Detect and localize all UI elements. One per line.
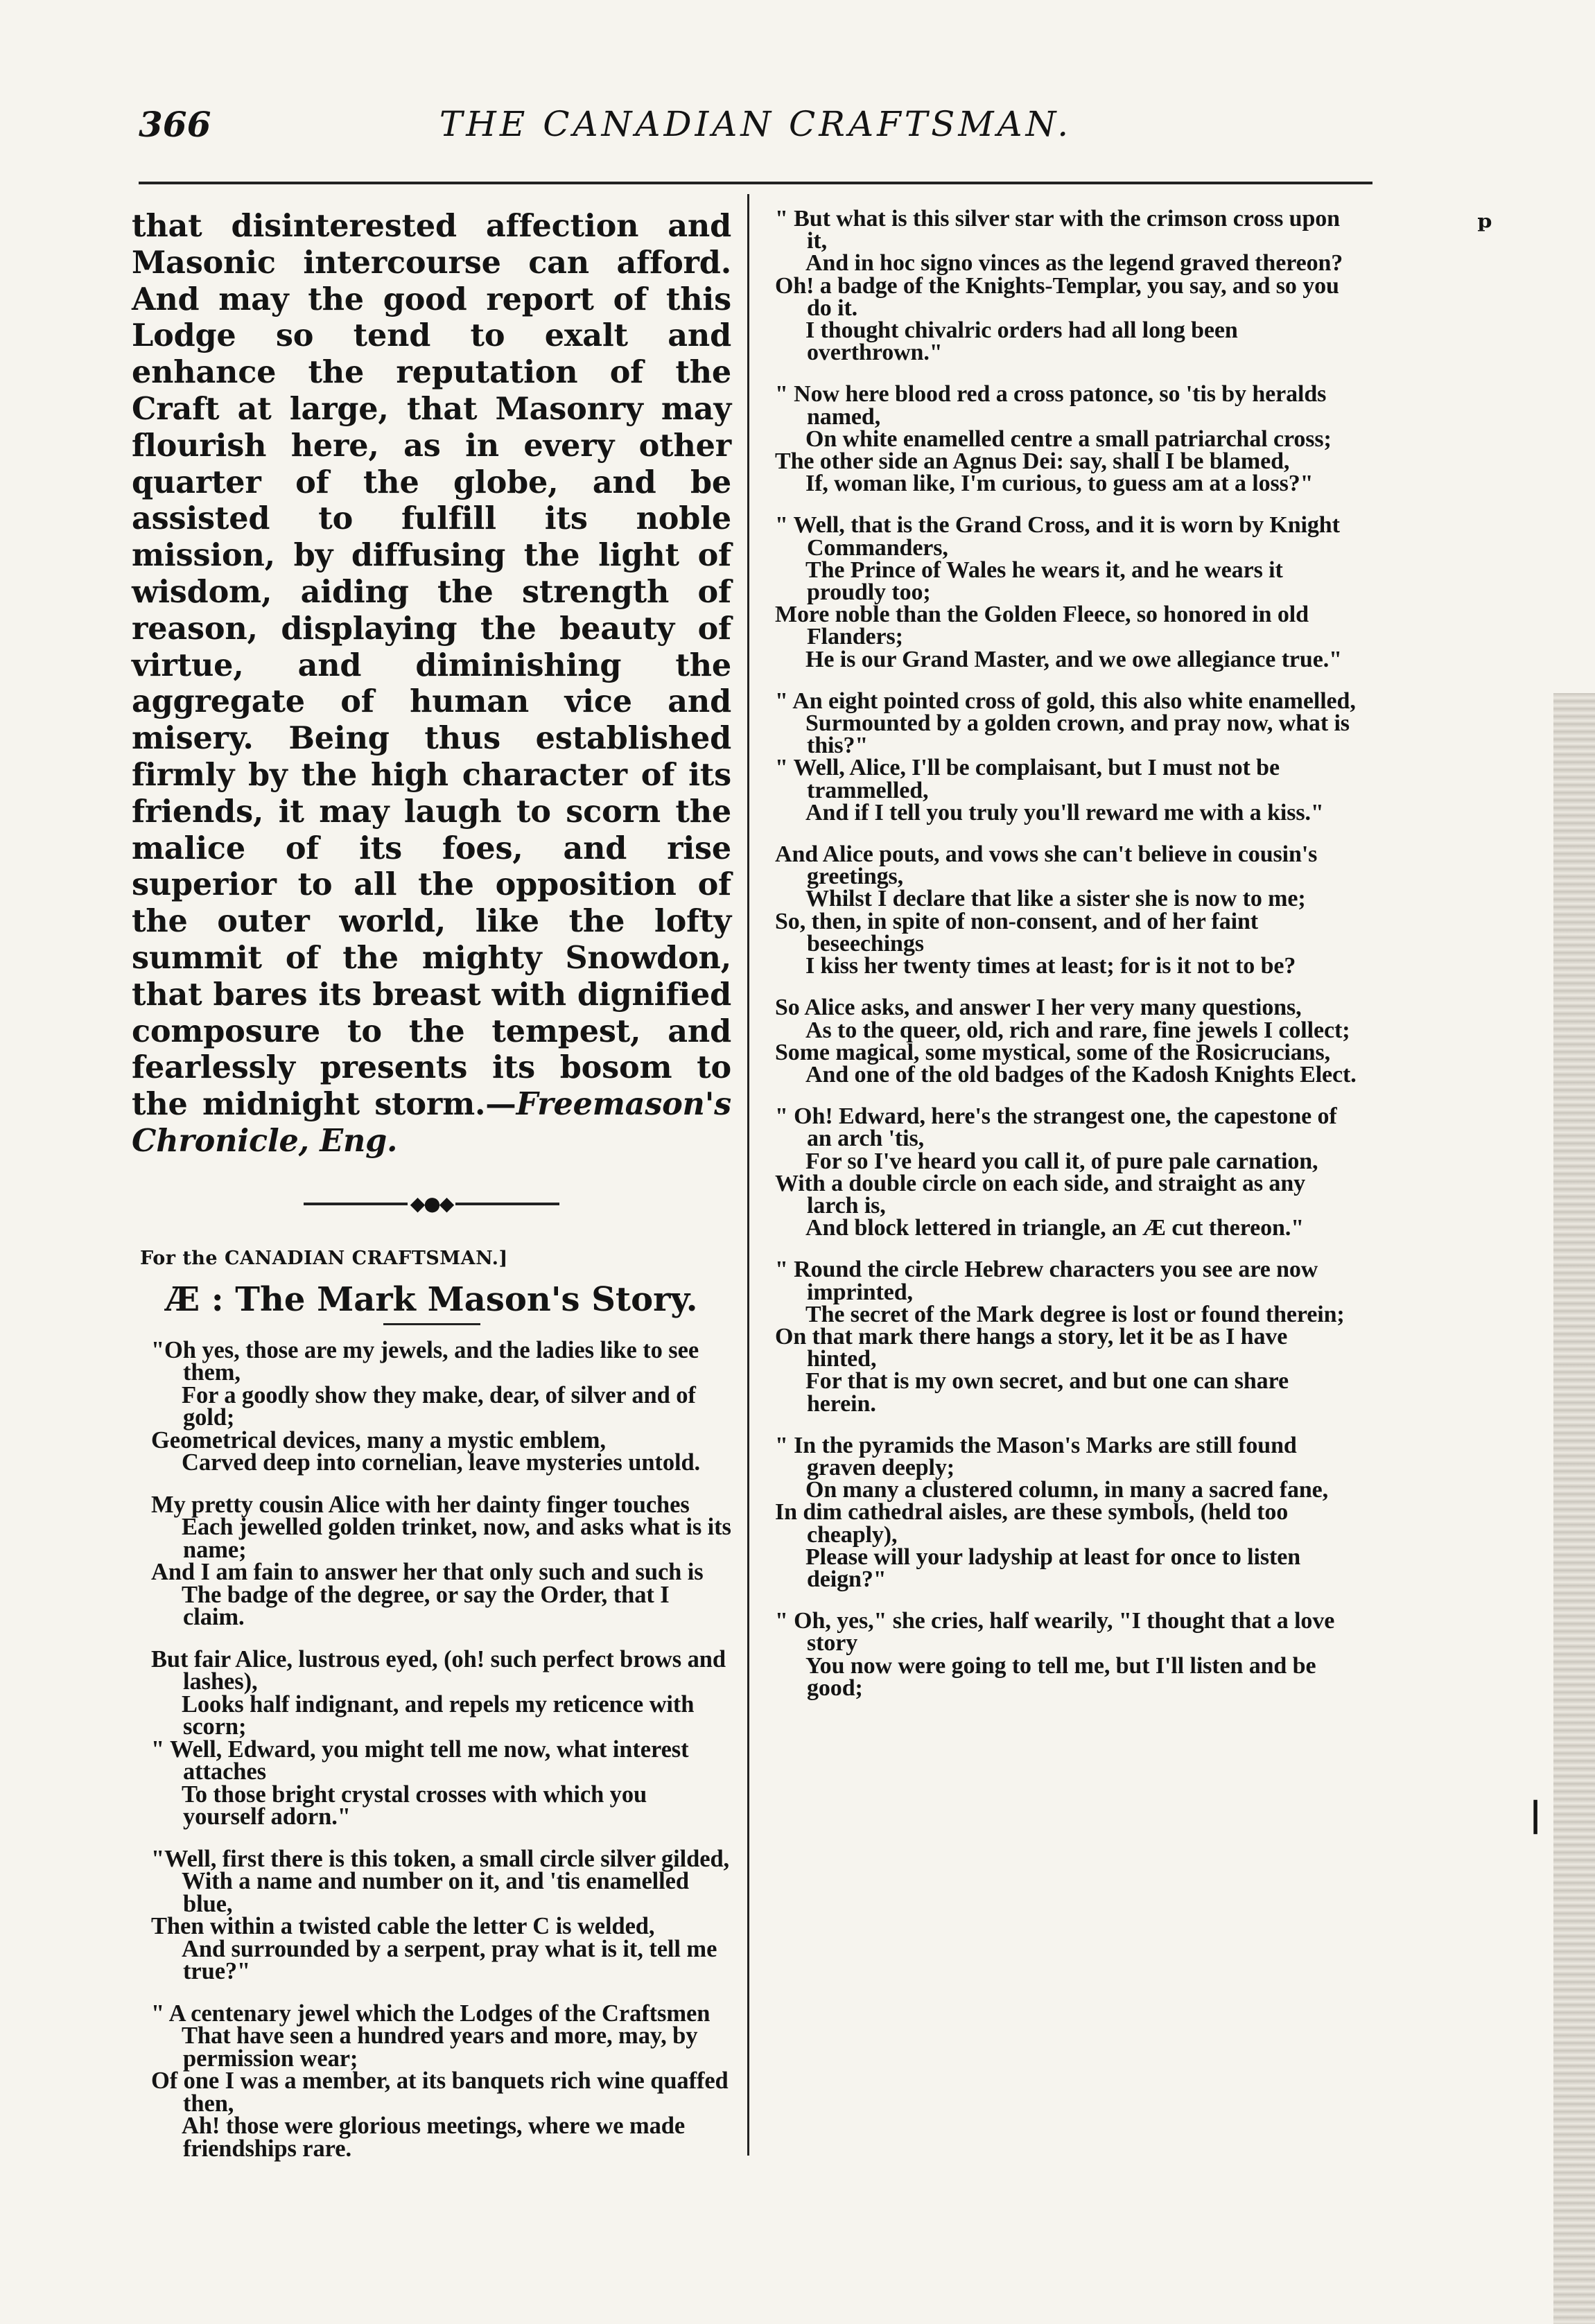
poem-stanza [132, 1645, 731, 1831]
poem-line: Oh! a badge of the Knights-Templar, you say, and so you do it. [775, 272, 1339, 321]
article-source: Freemason's Chronicle, Eng. [132, 1086, 731, 1159]
poem-line: And one of the old badges of the Kadosh Knights Elect. [805, 1061, 1357, 1087]
poem-line: " Well, Alice, I'll be complaisant, but I must not be trammelled, [775, 755, 1280, 803]
poem-line: With a double circle on each side, and straight as any larch is, [775, 1170, 1306, 1218]
poem-line: Then within a twisted cable the letter C is welded, [151, 1913, 655, 1940]
poem-line: With a name and number on it, and 'tis enamelled blue, [182, 1868, 689, 1917]
poem-credit: For the CANADIAN CRAFTSMAN.] [140, 1247, 508, 1269]
poem-line: On many a clustered column, in many a sacred fane, [805, 1477, 1329, 1503]
ornament-line-left [304, 1203, 408, 1205]
poem-line: And if I tell you truly you'll reward me with a kiss." [805, 799, 1324, 825]
poem-line: " Round the circle Hebrew characters you see are now imprinted, [775, 1257, 1318, 1305]
poem-stanza [132, 2002, 731, 2160]
poem-line: And I am fain to answer her that only such and such is [151, 1559, 704, 1586]
column-divider [747, 194, 749, 2156]
ornament-line-right [455, 1203, 559, 1205]
poem-line: In dim cathedral aisles, are these symbols, (held too cheaply), [775, 1499, 1289, 1548]
poem-line: On that mark there hangs a story, let it be as I have hinted, [775, 1323, 1288, 1372]
title-rule [383, 1323, 480, 1325]
poem-line: Each jewelled golden trinket, now, and asks what is its name; [182, 1514, 731, 1563]
poem-line: For a goodly show they make, dear, of silver and of gold; [182, 1381, 696, 1431]
poem-left-part [132, 1336, 731, 2162]
header-rule [139, 182, 1372, 184]
poem-stanza [756, 690, 1359, 824]
poem-line: "Oh yes, those are my jewels, and the ladies like to see them, [151, 1336, 699, 1386]
poem-stanza [132, 1845, 731, 1985]
poem-line: For so I've heard you call it, of pure pale carnation, [805, 1148, 1318, 1174]
poem-line: More noble than the Golden Fleece, so honored in old Flanders; [775, 602, 1309, 650]
poem-line: And in hoc signo vinces as the legend graved thereon? [805, 250, 1343, 277]
poem-line: Surmounted by a golden crown, and pray now, what is this?" [805, 710, 1350, 759]
poem-line: If, woman like, I'm curious, to guess am at a loss?" [805, 471, 1314, 497]
poem-line: " A centenary jewel which the Lodges of the Craftsmen [151, 2000, 711, 2027]
poem-line: He is our Grand Master, and we owe allegiance true." [805, 646, 1342, 672]
poem-line: On white enamelled centre a small patriarchal cross; [805, 426, 1332, 452]
poem-line: For that is my own secret, and but one can share herein. [805, 1368, 1289, 1417]
poem-line: " Well, Edward, you might tell me now, what interest attaches [151, 1736, 689, 1785]
poem-line: And surrounded by a serpent, pray what is it, tell me true?" [182, 1935, 717, 1985]
poem-line: " In the pyramids the Mason's Marks are still found graven deeply; [775, 1432, 1297, 1480]
poem-line: "Well, first there is this token, a small circle silver gilded, [151, 1845, 730, 1872]
poem-stanza [756, 1259, 1359, 1415]
poem-line: " Now here blood red a cross patonce, so 'tis by heralds named, [775, 381, 1327, 430]
poem-line: " Well, that is the Grand Cross, and it is worn by Knight Commanders, [775, 512, 1340, 561]
poem-stanza [756, 1432, 1359, 1592]
margin-mark: ❘ [1522, 1795, 1550, 1834]
poem-line: " But what is this silver star with the crimson cross upon it, [775, 206, 1340, 254]
poem-line: You now were going to tell me, but I'll listen and be good; [805, 1652, 1316, 1701]
poem-line: " Oh, yes," she cries, half wearily, "I thought that a love story [775, 1608, 1335, 1657]
poem-stanza [756, 208, 1359, 364]
poem-line: The Prince of Wales he wears it, and he wears it proudly too; [805, 557, 1283, 606]
poem-line: Ah! those were glorious meetings, where we made friendships rare. [182, 2113, 686, 2162]
poem-line: Whilst I declare that like a sister she is now to me; [805, 886, 1306, 912]
poem-line: As to the queer, old, rich and rare, fine jewels I collect; [805, 1017, 1350, 1043]
poem-line: I kiss her twenty times at least; for is it not to be? [805, 953, 1296, 979]
poem-stanza [756, 841, 1359, 979]
poem-line: " Oh! Edward, here's the strangest one, the capestone of an arch 'tis, [775, 1103, 1337, 1152]
poem-stanza [132, 1491, 731, 1631]
page-edge-scan [1553, 693, 1595, 2324]
running-header [139, 104, 1372, 159]
article-text: that disinterested affection and Masonic intercourse can afford. And may the good report of this Lodge so tend to exalt and enhance the reputation of the Craft at large, that Masonry may flourish here, as in every other quarter of the globe, and be assisted to fulfill its noble mission, by diffusing the light of wisdom, aiding the strength of reason, displaying the beauty of virtue, and diminishing the aggregate of human vice and misery. Being thus established firmly by the high character of its friends, it may laugh to scorn the malice of its foes, and rise superior to all the opposition of the outer world, like the lofty summit of the mighty Snowdon, that bares its breast with dignified composure to the tempest, and fearlessly presents its bosom to the midnight storm.— [132, 208, 731, 1123]
poem-stanza [132, 1336, 731, 1476]
poem-line: To those bright crystal crosses with which you yourself adorn." [182, 1781, 647, 1831]
poem-line: The secret of the Mark degree is lost or found therein; [805, 1301, 1345, 1327]
poem-line: Some magical, some mystical, some of the Rosicrucians, [775, 1039, 1331, 1065]
poem-stanza [756, 997, 1359, 1086]
running-title: THE CANADIAN CRAFTSMAN. [439, 104, 1072, 144]
poem-right-part [756, 208, 1359, 1700]
section-ornament [132, 1186, 731, 1218]
poem-line: So Alice asks, and answer I her very many questions, [775, 995, 1302, 1021]
poem-line: Please will your ladyship at least for once to listen deign?" [805, 1544, 1301, 1592]
right-column [756, 208, 1359, 1719]
article-continuation [132, 208, 731, 1160]
poem-line: Geometrical devices, many a mystic emblem, [151, 1426, 606, 1453]
poem-line: " An eight pointed cross of gold, this also white enamelled, [775, 688, 1356, 714]
poem-line: The badge of the degree, or say the Order, that I claim. [182, 1581, 670, 1631]
poem-line: So, then, in spite of non-consent, and of her faint beseechings [775, 908, 1259, 956]
article-paragraph [132, 208, 731, 1160]
poem-line: But fair Alice, lustrous eyed, (oh! such perfect brows and lashes), [151, 1645, 726, 1695]
poem-stanza [756, 383, 1359, 495]
poem-line: And Alice pouts, and vows she can't believe in cousin's greetings, [775, 841, 1318, 890]
poem-title: Æ : The Mark Mason's Story. [165, 1279, 698, 1319]
poem-line: That have seen a hundred years and more, may, by permission wear; [182, 2022, 698, 2072]
poem-line: I thought chivalric orders had all long been overthrown." [805, 317, 1238, 366]
poem-line: Carved deep into cornelian, leave mysteries untold. [182, 1449, 701, 1476]
margin-mark: ᵖ [1476, 208, 1493, 247]
poem-line: The other side an Agnus Dei: say, shall I be blamed, [775, 448, 1290, 475]
poem-line: And block lettered in triangle, an Æ cut thereon." [805, 1215, 1305, 1241]
poem-stanza [756, 514, 1359, 670]
poem-stanza [756, 1103, 1359, 1241]
poem-line: Looks half indignant, and repels my reticence with scorn; [182, 1690, 695, 1740]
poem-stanza [756, 1610, 1359, 1700]
page-number: 366 [139, 104, 211, 145]
left-column [132, 208, 731, 2179]
poem-line: My pretty cousin Alice with her dainty finger touches [151, 1491, 690, 1518]
poem-line: Of one I was a member, at its banquets rich wine quaffed then, [151, 2068, 729, 2117]
ornament-glyph: ◆●◆ [410, 1192, 453, 1216]
